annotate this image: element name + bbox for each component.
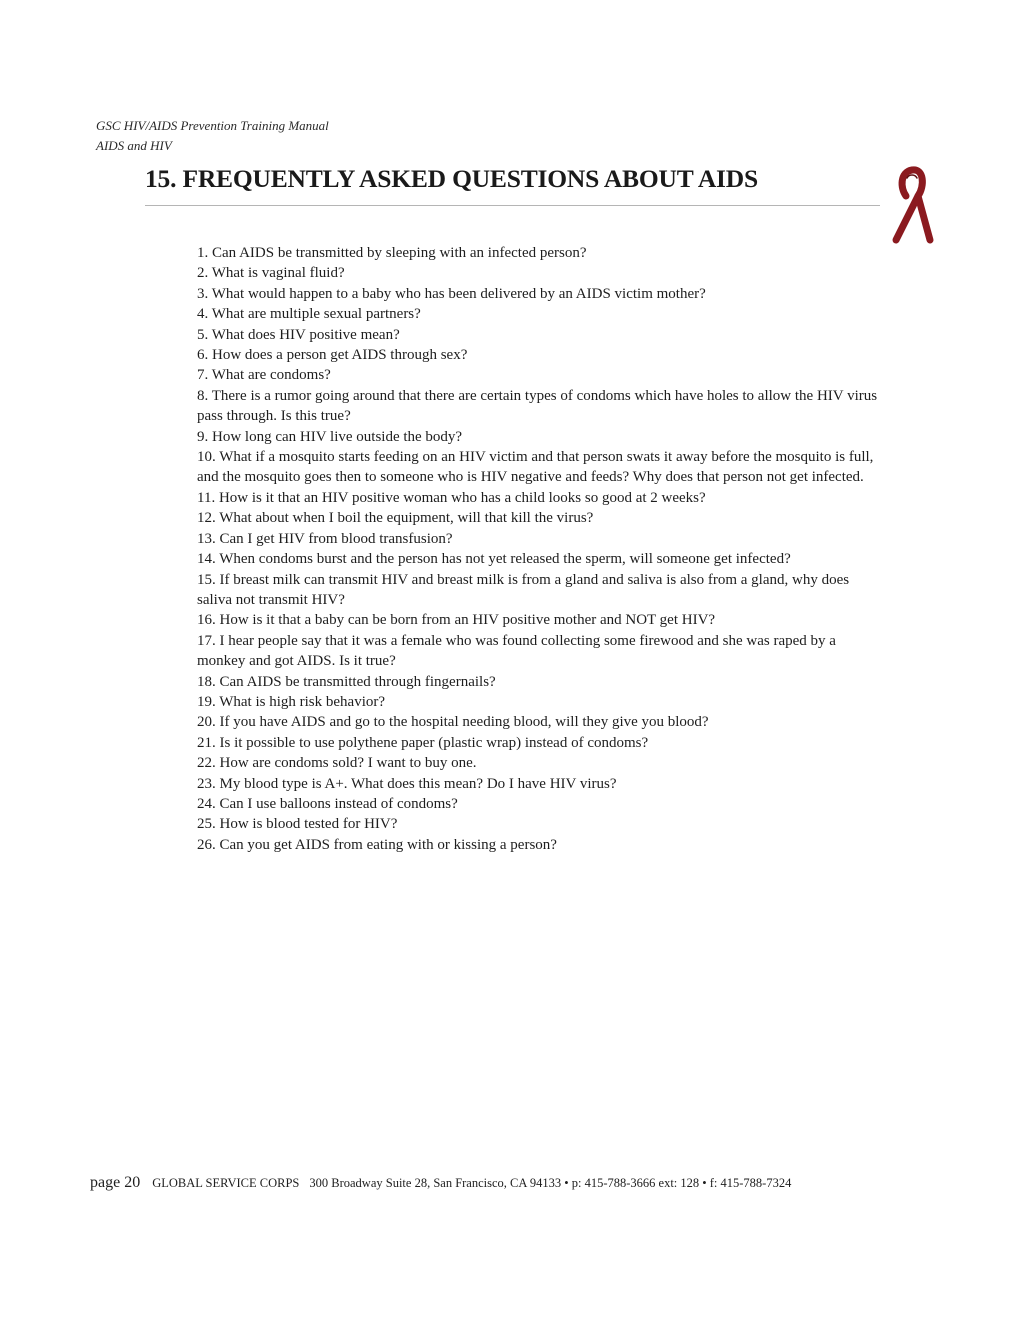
faq-question-item: 6. How does a person get AIDS through sex?: [197, 347, 468, 364]
faq-question-item: 7. What are condoms?: [197, 367, 331, 384]
faq-question-item: 19. What is high risk behavior?: [197, 693, 386, 710]
running-header: [96, 116, 329, 156]
faq-question-item: 25. How is blood tested for HIV?: [197, 816, 398, 833]
organization-name: GLOBAL SERVICE CORPS: [152, 1176, 300, 1190]
faq-question-item: 4. What are multiple sexual partners?: [197, 306, 421, 323]
faq-question-item: 2. What is vaginal fluid?: [197, 265, 345, 282]
ribbon-shape: [896, 170, 930, 240]
faq-question-item: 17. I hear people say that it was a female who was found collecting some firewood and she was raped by a monkey and got AIDS. Is it true?: [197, 632, 836, 670]
faq-question-item: 23. My blood type is A+. What does this mean? Do I have HIV virus?: [197, 775, 617, 792]
faq-question-item: 13. Can I get HIV from blood transfusion?: [197, 530, 453, 547]
faq-question-item: 12. What about when I boil the equipment, will that kill the virus?: [197, 510, 594, 527]
faq-question-item: 18. Can AIDS be transmitted through fingernails?: [197, 673, 496, 690]
contact-info: 300 Broadway Suite 28, San Francisco, CA 94133 • p: 415-788-3666 ext: 128 • f: 415-788-7324: [309, 1176, 792, 1190]
faq-question-item: 22. How are condoms sold? I want to buy one.: [197, 755, 477, 772]
faq-question-item: 26. Can you get AIDS from eating with or kissing a person?: [197, 836, 557, 853]
faq-question-list: [197, 243, 887, 855]
faq-question-item: 3. What would happen to a baby who has been delivered by an AIDS victim mother?: [197, 285, 706, 302]
manual-title: GSC HIV/AIDS Prevention Training Manual: [96, 118, 329, 133]
page-footer: [90, 1174, 791, 1192]
faq-question-item: 15. If breast milk can transmit HIV and breast milk is from a gland and saliva is also from a gland, why does saliva not transmit HIV?: [197, 571, 850, 608]
page-number: page 20: [90, 1174, 141, 1191]
faq-question-item: 8. There is a rumor going around that there are certain types of condoms which have holes to allow the HIV virus pass through. Is this true?: [197, 387, 878, 425]
faq-question-item: 10. What if a mosquito starts feeding on an HIV victim and that person swats it away before the mosquito is full, and the mosquito goes then to someone who is HIV negative and feeds? Why does that person not get infected.: [197, 449, 874, 486]
title-divider: [145, 205, 880, 206]
faq-question-item: 14. When condoms burst and the person has not yet released the sperm, will someone get infected?: [197, 551, 791, 568]
faq-question-item: 5. What does HIV positive mean?: [197, 326, 400, 343]
faq-question-item: 21. Is it possible to use polythene paper (plastic wrap) instead of condoms?: [197, 734, 649, 751]
faq-question-item: 24. Can I use balloons instead of condoms?: [197, 795, 458, 812]
section-name: AIDS and HIV: [96, 138, 172, 153]
page-title: 15. FREQUENTLY ASKED QUESTIONS ABOUT AIDS: [145, 164, 758, 193]
faq-question-item: 16. How is it that a baby can be born from an HIV positive mother and NOT get HIV?: [197, 612, 716, 629]
faq-question-item: 11. How is it that an HIV positive woman who has a child looks so good at 2 weeks?: [197, 489, 706, 506]
faq-question-item: 1. Can AIDS be transmitted by sleeping with an infected person?: [197, 245, 587, 261]
faq-question-item: 9. How long can HIV live outside the body?: [197, 428, 463, 445]
red-awareness-ribbon-icon: [890, 164, 936, 246]
faq-question-item: 20. If you have AIDS and go to the hospital needing blood, will they give you blood?: [197, 714, 709, 731]
